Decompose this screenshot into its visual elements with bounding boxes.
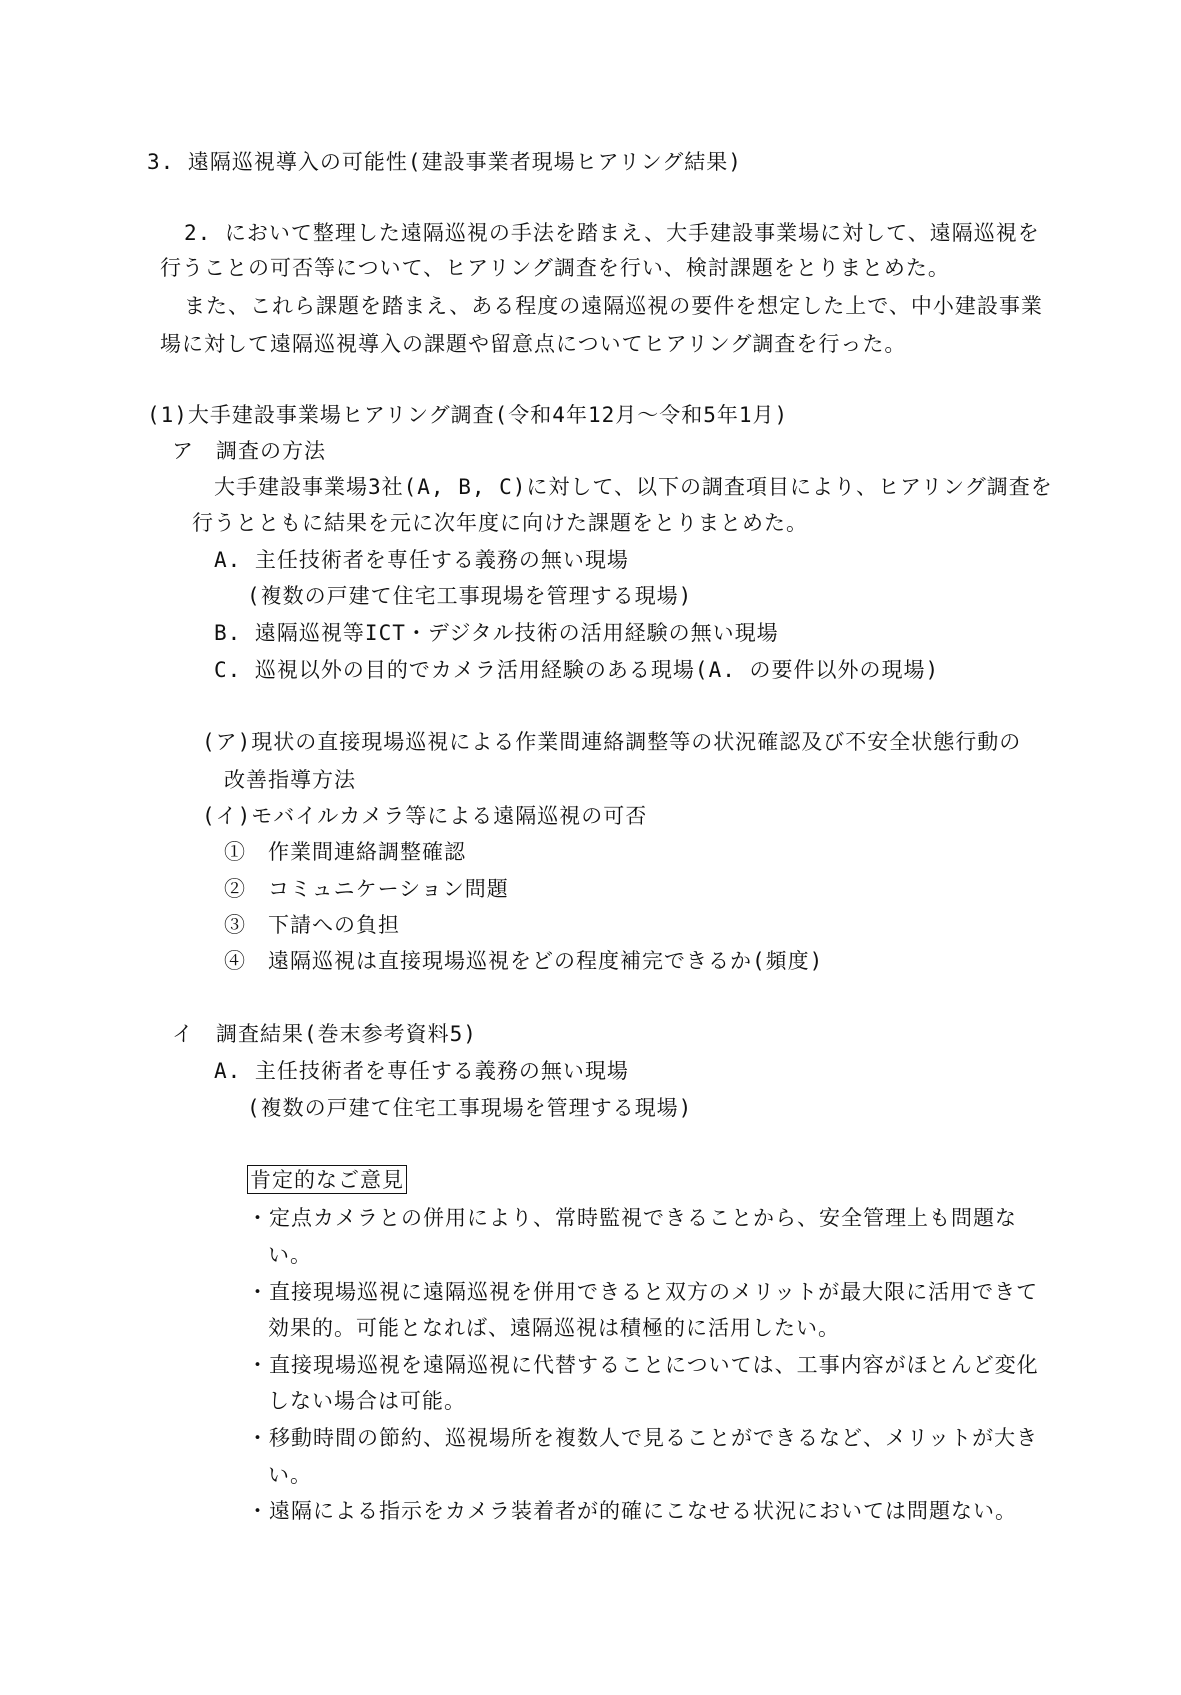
survey-item-a-line-2: 改善指導方法 xyxy=(224,768,356,792)
bullet-3-line-1: ・直接現場巡視を遠隔巡視に代替することについては、工事内容がほとんど変化 xyxy=(247,1353,1039,1377)
positive-opinions-label: 肯定的なご意見 xyxy=(247,1165,407,1194)
bullet-2-line-1: ・直接現場巡視に遠隔巡視を併用できると双方のメリットが最大限に活用できて xyxy=(247,1280,1039,1304)
intro-paragraph-1-line-1: 2. において整理した遠隔巡視の手法を踏まえ、大手建設事業場に対して、遠隔巡視を xyxy=(184,221,1040,245)
bullet-4-line-2: い。 xyxy=(268,1463,312,1487)
results-title: イ 調査結果(巻末参考資料5) xyxy=(172,1022,477,1046)
bullet-3-line-2: しない場合は可能。 xyxy=(268,1389,466,1413)
method-paragraph-line-1: 大手建設事業場3社(A, B, C)に対して、以下の調査項目により、ヒアリング調査を xyxy=(214,475,1053,499)
survey-subitem-2: ② コミュニケーション問題 xyxy=(224,877,509,901)
site-c: C. 巡視以外の目的でカメラ活用経験のある現場(A. の要件以外の現場) xyxy=(214,658,940,682)
survey-subitem-3: ③ 下請への負担 xyxy=(224,913,400,937)
survey-subitem-1: ① 作業間連絡調整確認 xyxy=(224,840,466,864)
intro-paragraph-2-line-1: また、これら課題を踏まえ、ある程度の遠隔巡視の要件を想定した上で、中小建設事業 xyxy=(184,294,1043,318)
site-a-line-2: (複数の戸建て住宅工事現場を管理する現場) xyxy=(247,584,693,608)
subsection-title: (1)大手建設事業場ヒアリング調査(令和4年12月～令和5年1月) xyxy=(147,403,789,427)
bullet-1-line-2: い。 xyxy=(268,1243,312,1267)
survey-subitem-4: ④ 遠隔巡視は直接現場巡視をどの程度補完できるか(頻度) xyxy=(224,949,824,973)
section-heading: 3. 遠隔巡視導入の可能性(建設事業者現場ヒアリング結果) xyxy=(147,150,742,174)
bullet-4-line-1: ・移動時間の節約、巡視場所を複数人で見ることができるなど、メリットが大き xyxy=(247,1426,1039,1450)
results-site-a-line-2: (複数の戸建て住宅工事現場を管理する現場) xyxy=(247,1096,693,1120)
site-a-line-1: A. 主任技術者を専任する義務の無い現場 xyxy=(214,548,629,572)
results-site-a-line-1: A. 主任技術者を専任する義務の無い現場 xyxy=(214,1059,629,1083)
bullet-2-line-2: 効果的。可能となれば、遠隔巡視は積極的に活用したい。 xyxy=(268,1316,840,1340)
bullet-5: ・遠隔による指示をカメラ装着者が的確にこなせる状況においては問題ない。 xyxy=(247,1499,1017,1523)
intro-paragraph-1-line-2: 行うことの可否等について、ヒアリング調査を行い、検討課題をとりまとめた。 xyxy=(160,256,950,280)
method-title: ア 調査の方法 xyxy=(172,439,326,463)
site-b: B. 遠隔巡視等ICT・デジタル技術の活用経験の無い現場 xyxy=(214,621,779,645)
positive-opinions-label-wrapper xyxy=(247,1170,407,1191)
bullet-1-line-1: ・定点カメラとの併用により、常時監視できることから、安全管理上も問題な xyxy=(247,1206,1017,1230)
method-paragraph-line-2: 行うとともに結果を元に次年度に向けた課題をとりまとめた。 xyxy=(192,511,808,535)
survey-item-a-line-1: (ア)現状の直接現場巡視による作業間連絡調整等の状況確認及び不安全状態行動の xyxy=(202,730,1022,754)
intro-paragraph-2-line-2: 場に対して遠隔巡視導入の課題や留意点についてヒアリング調査を行った。 xyxy=(160,332,907,356)
survey-item-i: (イ)モバイルカメラ等による遠隔巡視の可否 xyxy=(202,804,648,828)
